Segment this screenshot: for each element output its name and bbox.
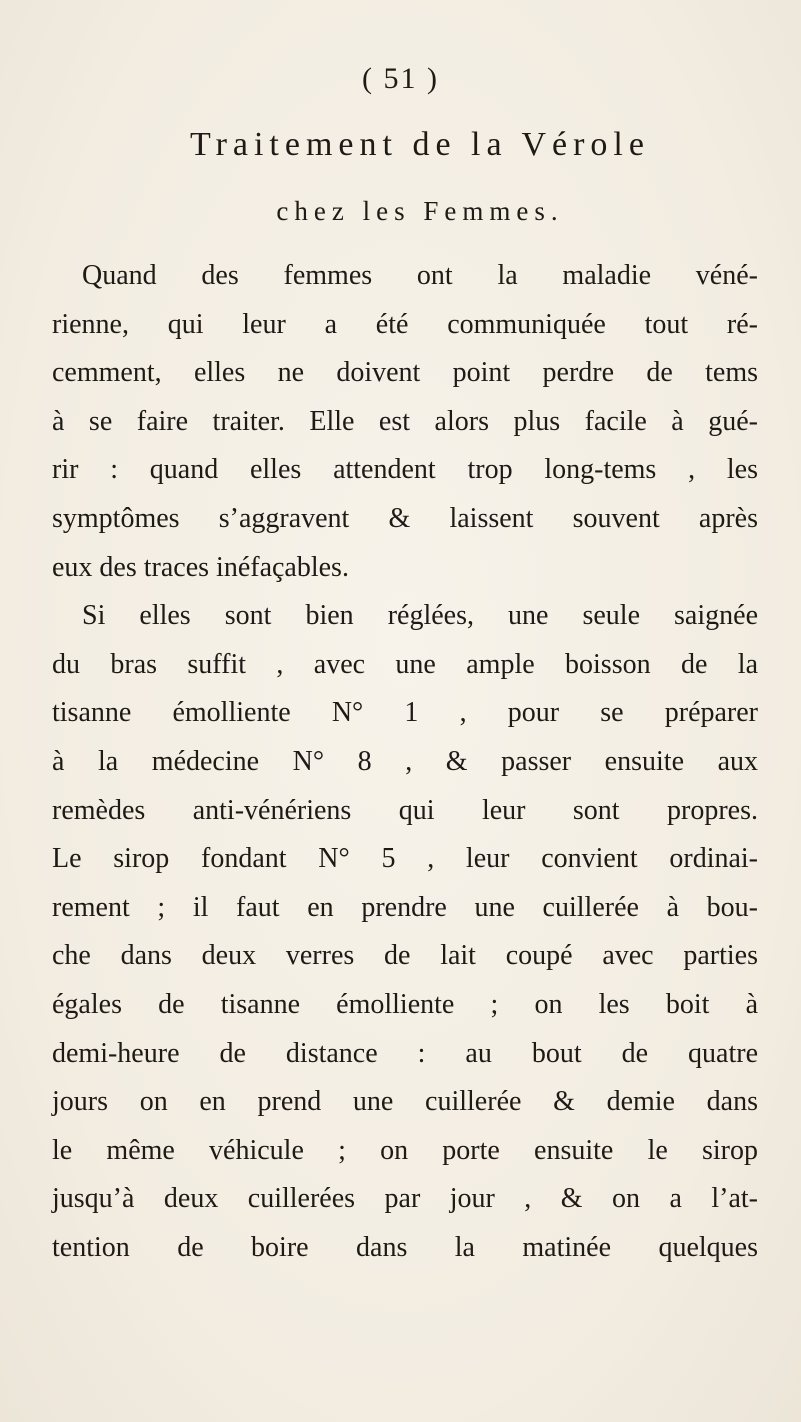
text-line: rement ; il faut en prendre une cuillerée à bou- [52, 891, 758, 923]
text-line: tisanne émolliente N° 1 , pour se préparer [52, 697, 758, 729]
text-line: jusqu’à deux cuillerées par jour , & on a l’at- [52, 1183, 758, 1215]
text-line: eux des traces inéfaçables. [52, 551, 349, 583]
text-line: le même véhicule ; on porte ensuite le sirop [52, 1134, 758, 1166]
text-line: Le sirop fondant N° 5 , leur convient ordinai- [52, 843, 758, 875]
text-line: symptômes s’aggravent & laissent souvent après [52, 502, 758, 534]
text-line: égales de tisanne émolliente ; on les boit à [52, 988, 758, 1020]
text-line: cemment, elles ne doivent point perdre de tems [52, 357, 758, 389]
text-line: rienne, qui leur a été communiquée tout ré- [52, 308, 758, 340]
text-line: che dans deux verres de lait coupé avec parties [52, 940, 758, 972]
section-subtitle: chez les Femmes. [276, 196, 564, 226]
text-line: Si elles sont bien réglées, une seule saignée [82, 600, 758, 632]
text-line: à se faire traiter. Elle est alors plus facile à gué- [52, 405, 758, 437]
text-line: Quand des femmes ont la maladie véné- [82, 260, 758, 291]
text-line: tention de boire dans la matinée quelques [52, 1231, 758, 1263]
text-line: demi-heure de distance : au bout de quatre [52, 1037, 758, 1069]
text-line: remèdes anti-vénériens qui leur sont propres. [52, 794, 758, 826]
text-line: du bras suffit , avec une ample boisson de la [52, 648, 758, 680]
body-text [52, 252, 758, 1272]
text-line: rir : quand elles attendent trop long-tems , les [52, 454, 758, 486]
text-line: jours on en prend une cuillerée & demie dans [52, 1086, 758, 1118]
section-title: Traitement de la Vérole [190, 126, 650, 163]
page-number: ( 51 ) [362, 62, 439, 95]
text-line: à la médecine N° 8 , & passer ensuite aux [52, 745, 758, 777]
